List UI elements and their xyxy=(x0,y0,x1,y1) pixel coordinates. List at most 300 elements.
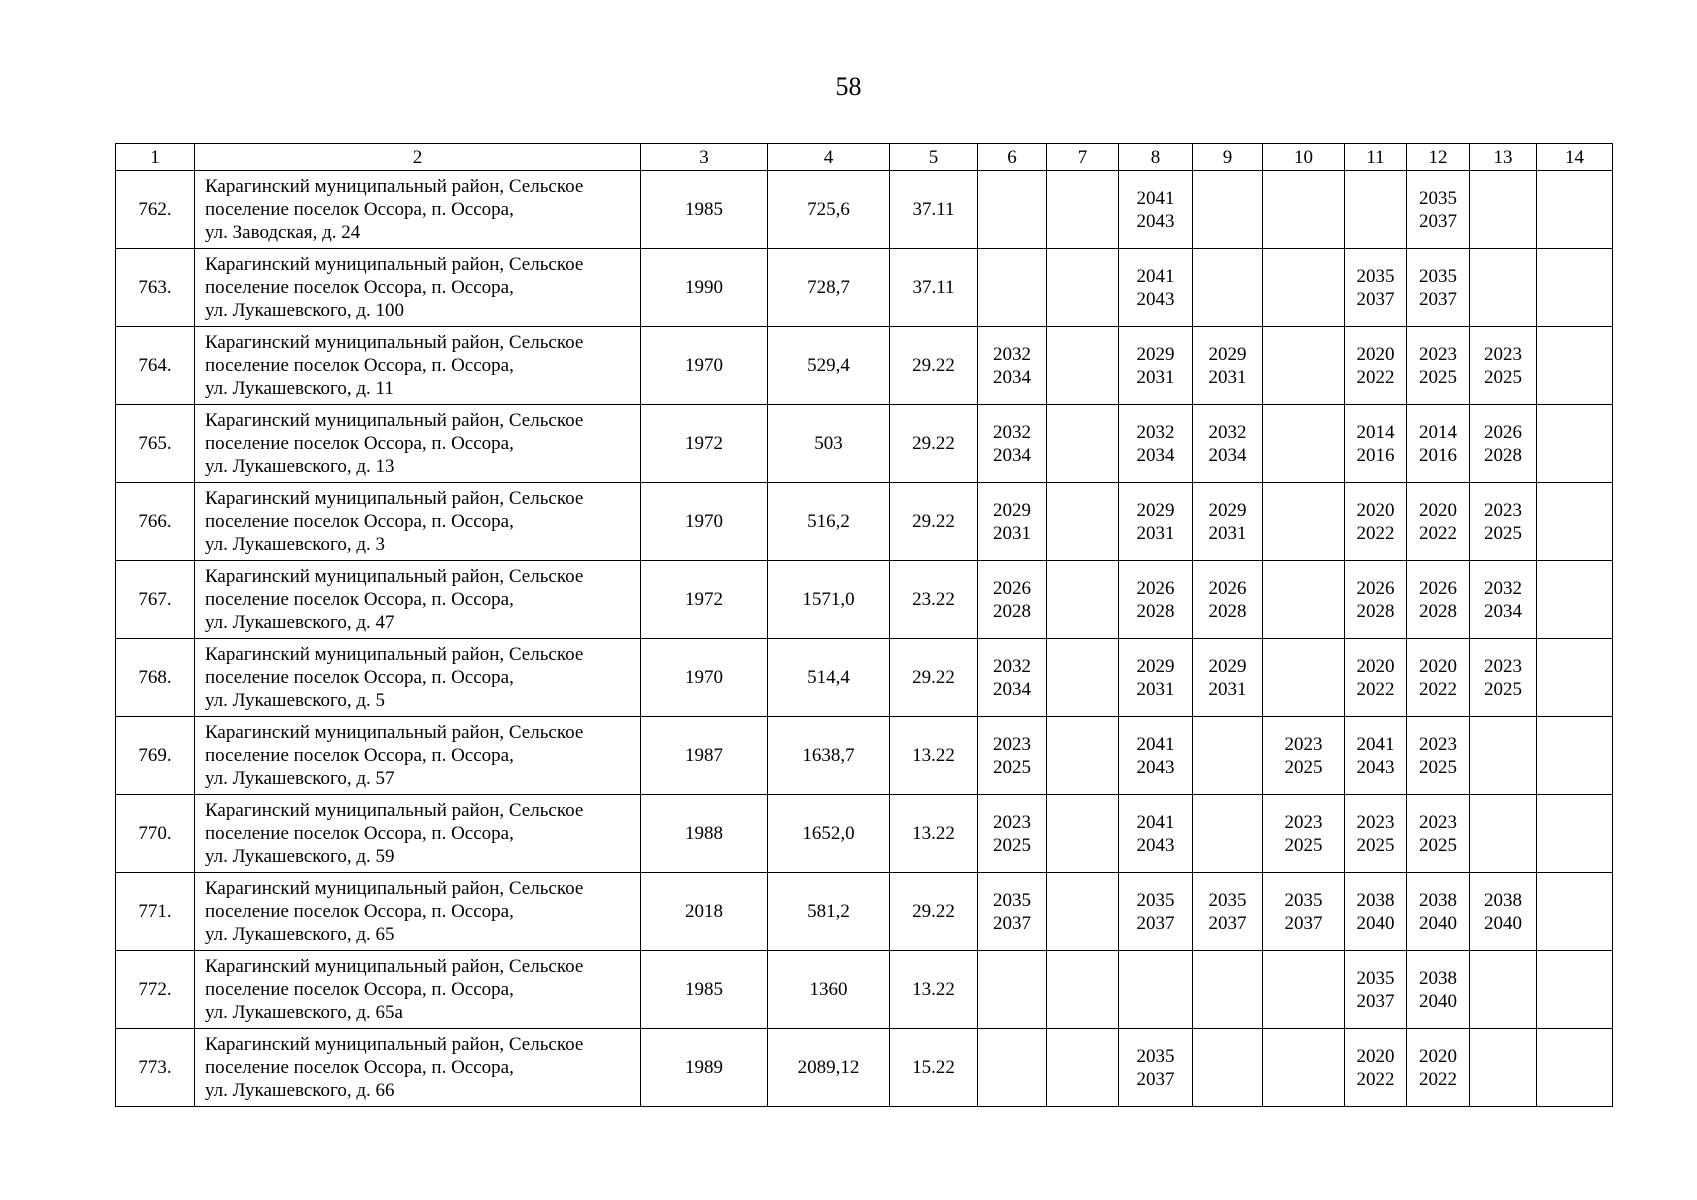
period-cell-9 xyxy=(1193,1029,1263,1107)
period-start-year: 2035 xyxy=(1208,889,1247,911)
year-built-cell: 1985 xyxy=(641,951,768,1029)
period-cell-7 xyxy=(1047,951,1119,1029)
period-end-year: 2037 xyxy=(1136,912,1175,934)
address-line: ул. Лукашевского, д. 100 xyxy=(205,300,405,321)
period-start-year: 2023 xyxy=(993,733,1031,755)
period-end-year: 2034 xyxy=(1484,600,1522,622)
period-end-year: 2028 xyxy=(993,600,1031,622)
period-cell-7 xyxy=(1047,249,1119,327)
period-start-year: 2035 xyxy=(1419,265,1457,287)
address-cell xyxy=(195,561,641,639)
row-number-cell: 770. xyxy=(116,795,195,873)
period-start-year: 2029 xyxy=(1136,343,1175,365)
address-line: ул. Лукашевского, д. 11 xyxy=(205,378,394,399)
period-end-year: 2031 xyxy=(1136,366,1175,388)
area-cell: 725,6 xyxy=(768,171,890,249)
period-cell-7 xyxy=(1047,873,1119,951)
period-cell-13 xyxy=(1470,171,1537,249)
period-cell-9 xyxy=(1193,249,1263,327)
period-cell-9 xyxy=(1193,717,1263,795)
period-cell-9 xyxy=(1193,639,1263,717)
period-cell-10 xyxy=(1263,561,1345,639)
period-cell-10 xyxy=(1263,483,1345,561)
period-start-year: 2023 xyxy=(1484,499,1522,521)
period-end-year: 2025 xyxy=(1484,366,1522,388)
period-cell-8 xyxy=(1119,795,1193,873)
column-header: 9 xyxy=(1193,144,1263,171)
column-header: 10 xyxy=(1263,144,1345,171)
period-end-year: 2016 xyxy=(1419,444,1457,466)
address-line: Карагинский муниципальный район, Сельское xyxy=(205,800,584,821)
period-cell-10 xyxy=(1263,249,1345,327)
period-cell-8 xyxy=(1119,171,1193,249)
period-cell-12 xyxy=(1407,717,1470,795)
code-cell: 13.22 xyxy=(890,795,978,873)
period-cell-12 xyxy=(1407,327,1470,405)
column-header: 11 xyxy=(1345,144,1407,171)
period-start-year: 2026 xyxy=(1419,577,1457,599)
period-cell-10 xyxy=(1263,873,1345,951)
column-header: 14 xyxy=(1537,144,1613,171)
table-row xyxy=(116,795,1613,873)
period-end-year: 2040 xyxy=(1484,912,1522,934)
address-line: Карагинский муниципальный район, Сельское xyxy=(205,254,584,275)
address-cell xyxy=(195,795,641,873)
period-cell-14 xyxy=(1537,171,1613,249)
period-end-year: 2022 xyxy=(1419,678,1457,700)
period-end-year: 2037 xyxy=(1284,912,1323,934)
code-cell: 15.22 xyxy=(890,1029,978,1107)
address-line: ул. Лукашевского, д. 5 xyxy=(205,690,386,711)
period-cell-14 xyxy=(1537,561,1613,639)
code-cell: 13.22 xyxy=(890,951,978,1029)
period-start-year: 2041 xyxy=(1136,187,1175,209)
period-cell-10 xyxy=(1263,171,1345,249)
period-end-year: 2025 xyxy=(1356,834,1395,856)
period-cell-12 xyxy=(1407,171,1470,249)
period-cell-11 xyxy=(1345,1029,1407,1107)
address-line: Карагинский муниципальный район, Сельское xyxy=(205,644,584,665)
period-start-year: 2023 xyxy=(1419,733,1457,755)
period-end-year: 2025 xyxy=(1284,756,1323,778)
period-end-year: 2043 xyxy=(1136,210,1175,232)
period-cell-10 xyxy=(1263,1029,1345,1107)
address-line: ул. Лукашевского, д. 57 xyxy=(205,768,395,789)
table-row xyxy=(116,327,1613,405)
year-built-cell: 1970 xyxy=(641,327,768,405)
code-cell: 29.22 xyxy=(890,405,978,483)
table-row xyxy=(116,873,1613,951)
period-cell-6 xyxy=(978,795,1047,873)
row-number-cell: 762. xyxy=(116,171,195,249)
address-line: поселение поселок Оссора, п. Оссора, xyxy=(205,901,514,922)
period-end-year: 2034 xyxy=(993,366,1031,388)
period-start-year: 2020 xyxy=(1419,1045,1457,1067)
period-cell-9 xyxy=(1193,873,1263,951)
row-number-cell: 766. xyxy=(116,483,195,561)
column-header: 13 xyxy=(1470,144,1537,171)
period-cell-12 xyxy=(1407,951,1470,1029)
period-start-year: 2023 xyxy=(1419,811,1457,833)
period-end-year: 2040 xyxy=(1419,990,1457,1012)
period-cell-9 xyxy=(1193,561,1263,639)
row-number-cell: 767. xyxy=(116,561,195,639)
address-cell xyxy=(195,405,641,483)
table-row xyxy=(116,1029,1613,1107)
column-header: 5 xyxy=(890,144,978,171)
period-cell-8 xyxy=(1119,483,1193,561)
period-cell-12 xyxy=(1407,249,1470,327)
period-cell-12 xyxy=(1407,1029,1470,1107)
period-end-year: 2031 xyxy=(1208,522,1247,544)
period-cell-13 xyxy=(1470,561,1537,639)
address-cell xyxy=(195,1029,641,1107)
address-line: Карагинский муниципальный район, Сельское xyxy=(205,176,584,197)
period-end-year: 2022 xyxy=(1419,1068,1457,1090)
period-cell-13 xyxy=(1470,639,1537,717)
address-cell xyxy=(195,249,641,327)
code-cell: 37.11 xyxy=(890,171,978,249)
year-built-cell: 1988 xyxy=(641,795,768,873)
period-cell-7 xyxy=(1047,171,1119,249)
year-built-cell: 1987 xyxy=(641,717,768,795)
period-start-year: 2029 xyxy=(1208,343,1247,365)
address-line: Карагинский муниципальный район, Сельское xyxy=(205,332,584,353)
period-start-year: 2032 xyxy=(993,655,1031,677)
period-cell-9 xyxy=(1193,951,1263,1029)
period-cell-8 xyxy=(1119,951,1193,1029)
period-cell-11 xyxy=(1345,717,1407,795)
period-start-year: 2038 xyxy=(1419,889,1457,911)
period-cell-11 xyxy=(1345,249,1407,327)
year-built-cell: 2018 xyxy=(641,873,768,951)
period-cell-9 xyxy=(1193,327,1263,405)
period-cell-7 xyxy=(1047,795,1119,873)
period-cell-7 xyxy=(1047,1029,1119,1107)
period-start-year: 2029 xyxy=(993,499,1031,521)
column-header: 2 xyxy=(195,144,641,171)
period-cell-7 xyxy=(1047,327,1119,405)
period-start-year: 2020 xyxy=(1356,655,1395,677)
period-cell-13 xyxy=(1470,1029,1537,1107)
period-cell-11 xyxy=(1345,171,1407,249)
area-cell: 581,2 xyxy=(768,873,890,951)
period-cell-11 xyxy=(1345,951,1407,1029)
period-end-year: 2025 xyxy=(1419,834,1457,856)
period-start-year: 2023 xyxy=(1484,343,1522,365)
area-cell: 516,2 xyxy=(768,483,890,561)
period-end-year: 2028 xyxy=(1484,444,1522,466)
period-cell-14 xyxy=(1537,327,1613,405)
page-number: 58 xyxy=(835,72,862,101)
period-cell-7 xyxy=(1047,717,1119,795)
period-start-year: 2026 xyxy=(1356,577,1395,599)
period-cell-10 xyxy=(1263,327,1345,405)
period-start-year: 2035 xyxy=(1356,967,1395,989)
row-number-cell: 771. xyxy=(116,873,195,951)
period-start-year: 2035 xyxy=(1136,889,1175,911)
period-end-year: 2022 xyxy=(1356,1068,1395,1090)
address-line: поселение поселок Оссора, п. Оссора, xyxy=(205,511,514,532)
period-cell-14 xyxy=(1537,1029,1613,1107)
period-end-year: 2037 xyxy=(1356,288,1395,310)
period-cell-10 xyxy=(1263,405,1345,483)
period-cell-8 xyxy=(1119,873,1193,951)
period-start-year: 2041 xyxy=(1136,733,1175,755)
period-cell-11 xyxy=(1345,795,1407,873)
period-cell-14 xyxy=(1537,717,1613,795)
period-cell-11 xyxy=(1345,873,1407,951)
period-cell-6 xyxy=(978,873,1047,951)
area-cell: 1360 xyxy=(768,951,890,1029)
address-line: поселение поселок Оссора, п. Оссора, xyxy=(205,1057,514,1078)
row-number-cell: 768. xyxy=(116,639,195,717)
area-cell: 2089,12 xyxy=(768,1029,890,1107)
period-start-year: 2023 xyxy=(1484,655,1522,677)
address-cell xyxy=(195,483,641,561)
period-end-year: 2043 xyxy=(1136,834,1175,856)
address-line: Карагинский муниципальный район, Сельское xyxy=(205,566,584,587)
address-line: поселение поселок Оссора, п. Оссора, xyxy=(205,355,514,376)
period-start-year: 2041 xyxy=(1136,811,1175,833)
address-line: ул. Лукашевского, д. 66 xyxy=(205,1080,395,1101)
period-start-year: 2032 xyxy=(993,343,1031,365)
period-start-year: 2020 xyxy=(1419,655,1457,677)
row-number-cell: 772. xyxy=(116,951,195,1029)
period-start-year: 2020 xyxy=(1356,1045,1395,1067)
code-cell: 29.22 xyxy=(890,639,978,717)
row-number-cell: 764. xyxy=(116,327,195,405)
period-cell-8 xyxy=(1119,561,1193,639)
address-line: Карагинский муниципальный район, Сельское xyxy=(205,488,584,509)
year-built-cell: 1972 xyxy=(641,405,768,483)
period-cell-11 xyxy=(1345,561,1407,639)
period-cell-13 xyxy=(1470,483,1537,561)
period-cell-8 xyxy=(1119,1029,1193,1107)
year-built-cell: 1970 xyxy=(641,639,768,717)
address-line: поселение поселок Оссора, п. Оссора, xyxy=(205,277,514,298)
period-cell-9 xyxy=(1193,405,1263,483)
code-cell: 29.22 xyxy=(890,483,978,561)
period-start-year: 2035 xyxy=(993,889,1031,911)
period-end-year: 2025 xyxy=(1419,756,1457,778)
area-cell: 728,7 xyxy=(768,249,890,327)
period-start-year: 2035 xyxy=(1136,1045,1175,1067)
address-line: ул. Заводская, д. 24 xyxy=(205,222,361,243)
period-start-year: 2029 xyxy=(1208,655,1247,677)
area-cell: 514,4 xyxy=(768,639,890,717)
period-end-year: 2025 xyxy=(993,756,1031,778)
period-start-year: 2023 xyxy=(1284,811,1323,833)
period-end-year: 2037 xyxy=(1419,210,1457,232)
code-cell: 23.22 xyxy=(890,561,978,639)
period-end-year: 2025 xyxy=(1419,366,1457,388)
address-line: Карагинский муниципальный район, Сельское xyxy=(205,956,584,977)
period-cell-7 xyxy=(1047,561,1119,639)
period-start-year: 2035 xyxy=(1419,187,1457,209)
address-line: поселение поселок Оссора, п. Оссора, xyxy=(205,745,514,766)
address-line: ул. Лукашевского, д. 47 xyxy=(205,612,395,633)
period-cell-13 xyxy=(1470,405,1537,483)
period-cell-7 xyxy=(1047,483,1119,561)
column-header: 12 xyxy=(1407,144,1470,171)
address-cell xyxy=(195,171,641,249)
period-end-year: 2028 xyxy=(1208,600,1247,622)
period-cell-14 xyxy=(1537,873,1613,951)
period-end-year: 2031 xyxy=(1136,678,1175,700)
period-end-year: 2037 xyxy=(1136,1068,1175,1090)
address-line: Карагинский муниципальный район, Сельское xyxy=(205,1034,584,1055)
period-start-year: 2041 xyxy=(1136,265,1175,287)
period-start-year: 2020 xyxy=(1356,343,1395,365)
area-cell: 1652,0 xyxy=(768,795,890,873)
area-cell: 529,4 xyxy=(768,327,890,405)
code-cell: 29.22 xyxy=(890,327,978,405)
period-end-year: 2043 xyxy=(1136,288,1175,310)
period-end-year: 2040 xyxy=(1356,912,1395,934)
period-end-year: 2034 xyxy=(1136,444,1175,466)
address-line: Карагинский муниципальный район, Сельское xyxy=(205,878,584,899)
address-line: Карагинский муниципальный район, Сельское xyxy=(205,722,584,743)
period-end-year: 2034 xyxy=(1208,444,1247,466)
row-number-cell: 769. xyxy=(116,717,195,795)
period-cell-14 xyxy=(1537,249,1613,327)
period-start-year: 2014 xyxy=(1356,421,1395,443)
period-end-year: 2022 xyxy=(1356,366,1395,388)
address-line: поселение поселок Оссора, п. Оссора, xyxy=(205,199,514,220)
address-line: Карагинский муниципальный район, Сельское xyxy=(205,410,584,431)
period-cell-8 xyxy=(1119,639,1193,717)
period-end-year: 2028 xyxy=(1136,600,1175,622)
period-end-year: 2025 xyxy=(1484,522,1522,544)
period-cell-10 xyxy=(1263,639,1345,717)
period-cell-6 xyxy=(978,249,1047,327)
period-start-year: 2026 xyxy=(1208,577,1247,599)
period-start-year: 2038 xyxy=(1484,889,1522,911)
row-number-cell: 765. xyxy=(116,405,195,483)
address-line: ул. Лукашевского, д. 13 xyxy=(205,456,395,477)
column-header: 4 xyxy=(768,144,890,171)
address-line: поселение поселок Оссора, п. Оссора, xyxy=(205,433,514,454)
table-row xyxy=(116,171,1613,249)
period-cell-14 xyxy=(1537,951,1613,1029)
period-end-year: 2037 xyxy=(1208,912,1247,934)
period-cell-11 xyxy=(1345,483,1407,561)
address-cell xyxy=(195,873,641,951)
period-end-year: 2022 xyxy=(1356,678,1395,700)
period-end-year: 2043 xyxy=(1356,756,1395,778)
address-line: поселение поселок Оссора, п. Оссора, xyxy=(205,979,514,1000)
year-built-cell: 1989 xyxy=(641,1029,768,1107)
area-cell: 503 xyxy=(768,405,890,483)
period-cell-8 xyxy=(1119,249,1193,327)
table-row xyxy=(116,717,1613,795)
period-cell-11 xyxy=(1345,639,1407,717)
code-cell: 37.11 xyxy=(890,249,978,327)
year-built-cell: 1985 xyxy=(641,171,768,249)
table-row xyxy=(116,951,1613,1029)
column-header: 1 xyxy=(116,144,195,171)
period-cell-13 xyxy=(1470,795,1537,873)
address-line: ул. Лукашевского, д. 3 xyxy=(205,534,386,555)
period-end-year: 2040 xyxy=(1419,912,1457,934)
year-built-cell: 1972 xyxy=(641,561,768,639)
period-start-year: 2032 xyxy=(993,421,1031,443)
period-start-year: 2038 xyxy=(1419,967,1457,989)
period-cell-9 xyxy=(1193,795,1263,873)
period-cell-12 xyxy=(1407,561,1470,639)
period-end-year: 2022 xyxy=(1356,522,1395,544)
code-cell: 29.22 xyxy=(890,873,978,951)
period-start-year: 2023 xyxy=(993,811,1031,833)
period-cell-6 xyxy=(978,951,1047,1029)
period-cell-8 xyxy=(1119,405,1193,483)
period-end-year: 2037 xyxy=(1419,288,1457,310)
period-end-year: 2031 xyxy=(1208,366,1247,388)
period-start-year: 2026 xyxy=(1136,577,1175,599)
area-cell: 1571,0 xyxy=(768,561,890,639)
period-cell-7 xyxy=(1047,639,1119,717)
address-line: ул. Лукашевского, д. 59 xyxy=(205,846,395,867)
period-cell-6 xyxy=(978,171,1047,249)
address-line: поселение поселок Оссора, п. Оссора, xyxy=(205,667,514,688)
address-line: ул. Лукашевского, д. 65а xyxy=(205,1002,403,1023)
period-start-year: 2023 xyxy=(1356,811,1395,833)
table-row xyxy=(116,249,1613,327)
column-header: 3 xyxy=(641,144,768,171)
period-end-year: 2034 xyxy=(993,444,1031,466)
period-start-year: 2035 xyxy=(1284,889,1323,911)
period-cell-12 xyxy=(1407,639,1470,717)
period-cell-6 xyxy=(978,405,1047,483)
period-cell-6 xyxy=(978,561,1047,639)
period-start-year: 2023 xyxy=(1419,343,1457,365)
period-cell-9 xyxy=(1193,171,1263,249)
address-cell xyxy=(195,639,641,717)
period-end-year: 2022 xyxy=(1419,522,1457,544)
period-cell-10 xyxy=(1263,951,1345,1029)
period-cell-10 xyxy=(1263,795,1345,873)
period-cell-6 xyxy=(978,327,1047,405)
address-line: поселение поселок Оссора, п. Оссора, xyxy=(205,589,514,610)
year-built-cell: 1970 xyxy=(641,483,768,561)
address-cell xyxy=(195,327,641,405)
period-end-year: 2028 xyxy=(1356,600,1395,622)
period-start-year: 2032 xyxy=(1136,421,1175,443)
column-header: 6 xyxy=(978,144,1047,171)
table-row xyxy=(116,561,1613,639)
period-end-year: 2025 xyxy=(993,834,1031,856)
period-cell-14 xyxy=(1537,795,1613,873)
period-start-year: 2026 xyxy=(1484,421,1522,443)
code-cell: 13.22 xyxy=(890,717,978,795)
period-cell-14 xyxy=(1537,405,1613,483)
period-start-year: 2035 xyxy=(1356,265,1395,287)
period-cell-10 xyxy=(1263,717,1345,795)
address-line: ул. Лукашевского, д. 65 xyxy=(205,924,395,945)
period-end-year: 2043 xyxy=(1136,756,1175,778)
period-cell-13 xyxy=(1470,249,1537,327)
period-end-year: 2025 xyxy=(1484,678,1522,700)
period-cell-7 xyxy=(1047,405,1119,483)
column-header: 7 xyxy=(1047,144,1119,171)
period-cell-12 xyxy=(1407,873,1470,951)
address-cell xyxy=(195,717,641,795)
period-start-year: 2038 xyxy=(1356,889,1395,911)
period-end-year: 2031 xyxy=(993,522,1031,544)
table-row xyxy=(116,405,1613,483)
period-start-year: 2026 xyxy=(993,577,1031,599)
